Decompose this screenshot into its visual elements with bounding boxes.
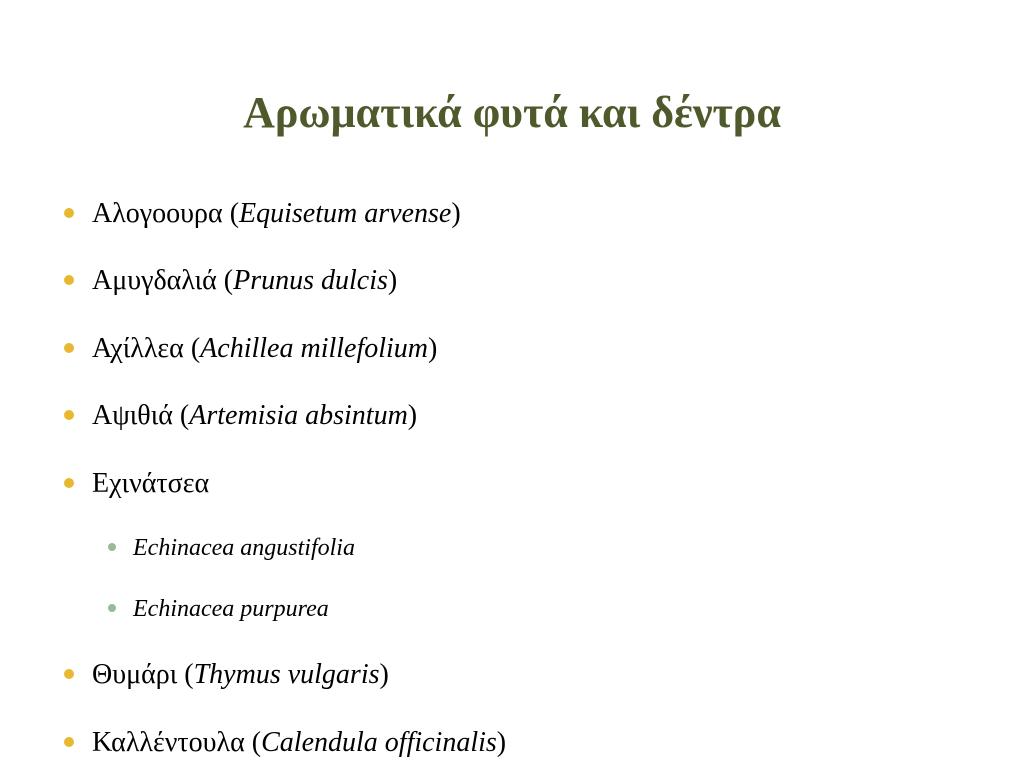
item-greek-name: Εχινάτσεα (92, 468, 210, 499)
bullet-dot-icon (64, 275, 74, 285)
list-item-alogoura: Αλογοουρα (Equisetum arvense) (92, 197, 461, 231)
item-greek-name: Αλογοουρα (92, 198, 223, 229)
item-greek-name: Θυμάρι (92, 659, 178, 690)
item-latin-name: Prunus dulcis (233, 265, 388, 296)
sub-list-item-angustifolia (133, 533, 355, 563)
sub-bullet-dot-icon (108, 543, 116, 551)
bullet-dot-icon (64, 343, 74, 353)
item-latin-name: Calendula officinalis (261, 727, 497, 758)
list-item-amygdalia: Αμυγδαλιά (Prunus dulcis) (92, 264, 397, 298)
slide-title: Αρωματικά φυτά και δέντρα (243, 88, 781, 137)
item-latin-name: Artemisia absintum (189, 400, 408, 431)
item-latin-name: Echinacea purpurea (133, 596, 329, 622)
item-latin-name: Equisetum arvense (239, 198, 452, 229)
item-latin-name: Thymus vulgaris (193, 659, 380, 690)
item-greek-name: Αχίλλεα (92, 333, 184, 364)
item-latin-name: Echinacea angustifolia (133, 535, 355, 561)
bullet-dot-icon (64, 737, 74, 747)
bullet-dot-icon (64, 208, 74, 218)
item-greek-name: Καλλέντουλα (92, 727, 245, 758)
list-item-achillea: Αχίλλεα (Achillea millefolium) (92, 332, 437, 366)
bullet-dot-icon (64, 410, 74, 420)
bullet-dot-icon (64, 478, 74, 488)
sub-list-item-purpurea (133, 594, 329, 624)
list-item-apsithia: Αψιθιά (Artemisia absintum) (92, 399, 417, 433)
item-greek-name: Αψιθιά (92, 400, 173, 431)
sub-bullet-dot-icon (108, 604, 116, 612)
item-latin-name: Achillea millefolium (200, 333, 429, 364)
list-item-echinatsea (92, 467, 209, 501)
bullet-dot-icon (64, 669, 74, 679)
list-item-kallentoula: Καλλέντουλα (Calendula officinalis) (92, 726, 506, 760)
item-greek-name: Αμυγδαλιά (92, 265, 217, 296)
list-item-thymari: Θυμάρι (Thymus vulgaris) (92, 658, 389, 692)
